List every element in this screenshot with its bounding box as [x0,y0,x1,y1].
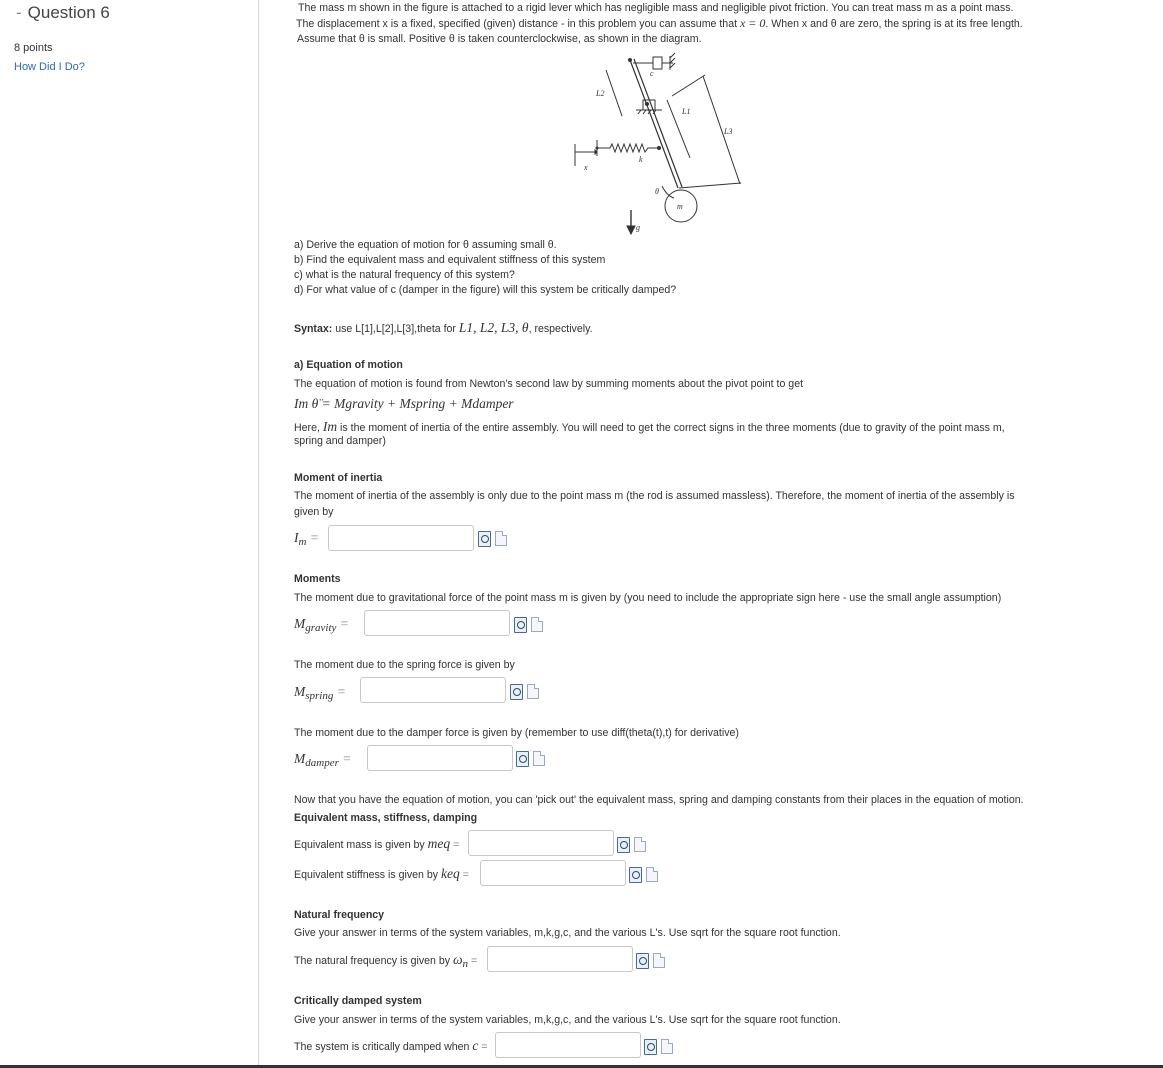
preview-icon[interactable] [629,867,642,883]
intro-math-x: x = 0 [739,16,766,30]
syntax-end: , respectively. [528,323,593,335]
keq-row: Equivalent stiffness is given by keq = [294,866,469,881]
part-b: b) Find the equivalent mass and equivalent stiffness of this system [294,254,606,266]
question-sidebar [0,0,258,1068]
preview-icon[interactable] [478,531,491,547]
moments-heading: Moments [294,573,341,585]
diagram-label-c: c [650,69,654,78]
diagram-label-l2: L2 [596,89,605,98]
cd-heading: Critically damped system [294,995,422,1007]
intro-line-2b: . When x and θ are zero, the spring is at its free length. [765,18,1023,30]
intro-line-2 [296,16,1023,33]
part-a: a) Derive the equation of motion for θ assuming small θ. [294,239,557,251]
now-text: Now that you have the equation of motion, you can 'pick out' the equivalent mass, spring and damping constants from their places in the equation of motion. [294,794,1024,806]
help-doc-icon[interactable] [653,953,665,968]
intro-line-1: The mass m shown in the figure is attached to a rigid lever which has negligible mass and negligible pivot friction. You can treat mass m as a point mass. [298,2,1014,14]
nf-heading: Natural frequency [294,909,385,921]
diagram-label-k: k [639,155,643,164]
intro-line-2a: The displacement x is a fixed, specified (given) distance - in this problem you can assume that [296,18,740,30]
nf-text: Give your answer in terms of the system variables, m,k,g,c, and the various L's. Use sqrt for the square root function. [294,927,841,939]
cd-text: Give your answer in terms of the system variables, m,k,g,c, and the various L's. Use sqrt for the square root function. [294,1014,841,1026]
im-input[interactable] [328,525,474,551]
lever-rod [630,60,678,188]
c-input[interactable] [495,1032,641,1058]
syntax-line [294,320,593,338]
help-doc-icon[interactable] [495,531,507,546]
mdamper-input[interactable] [367,745,513,771]
eom-here-c: spring and damper) [294,435,386,447]
help-doc-icon[interactable] [527,684,539,699]
damper-text: The moment due to the damper force is given by (remember to use diff(theta(t),t) for derivative) [294,727,739,739]
moi-text-2: given by [294,506,334,518]
collapse-icon[interactable]: - [16,3,22,22]
syntax-label: Syntax: [294,323,333,335]
preview-icon[interactable] [644,1039,657,1055]
cd-row: The system is critically damped when c = [294,1038,488,1053]
eom-here-math: Im [322,419,338,434]
eom-heading: a) Equation of motion [294,359,403,371]
mgravity-input[interactable] [364,610,510,636]
moi-text-1: The moment of inertia of the assembly is only due to the point mass m (the rod is assumed massless). Therefore, the moment of inertia of the assembly is [294,490,1015,502]
diagram-label-g: g [636,223,640,232]
intro-line-3: Assume that θ is small. Positive θ is taken counterclockwise, as shown in the diagram. [297,33,702,45]
diagram-label-m: m [677,202,683,211]
syntax-text: use L[1],L[2],L[3],theta for [332,323,459,335]
diagram-label-l3: L3 [724,127,733,136]
part-c: c) what is the natural frequency of this system? [294,269,515,281]
mdamper-label: $M_{damper}$ = [294,751,352,769]
preview-icon[interactable] [636,953,649,969]
diagram-label-l1: L1 [682,107,691,116]
sidebar-divider [258,0,259,1068]
help-doc-icon[interactable] [661,1039,673,1054]
part-d: d) For what value of c (damper in the figure) will this system be critically damped? [294,284,677,296]
help-doc-icon[interactable] [531,617,543,632]
preview-icon[interactable] [617,837,630,853]
spring-text: The moment due to the spring force is given by [294,659,515,671]
question-title[interactable] [16,3,110,23]
preview-icon[interactable] [514,617,527,633]
spring [597,144,660,152]
syntax-math: L1, L2, L3, θ [458,320,529,335]
eom-here [294,419,1005,437]
mspring-input[interactable] [360,677,506,703]
mgravity-label: $M_{gravity}$ = [294,616,349,634]
keq-input[interactable] [480,860,626,886]
question-title-text: Question 6 [27,3,110,22]
meq-row: Equivalent mass is given by meq = [294,836,460,851]
points-label: 8 points [14,42,53,54]
equiv-heading: Equivalent mass, stiffness, damping [294,812,478,824]
how-did-i-do-link[interactable]: How Did I Do? [14,61,85,73]
eom-equation: Im θ̈ = Mgravity + Mspring + Mdamper [294,396,514,411]
eom-here-a: Here, [294,422,323,434]
eom-here-b: is the moment of inertia of the entire assembly. You will need to get the correct signs in the three moments (due to gravity of the point mass m, [337,422,1005,434]
moi-heading: Moment of inertia [294,472,383,484]
wn-row: The natural frequency is given by $\omega_n$ = [294,952,478,971]
wn-input[interactable] [487,946,633,972]
help-doc-icon[interactable] [533,751,545,766]
gravity-text: The moment due to gravitational force of the point mass m is given by (you need to include the appropriate sign here - use the small angle assumption) [294,592,1002,604]
lever-diagram [570,48,760,238]
preview-icon[interactable] [516,751,529,767]
diagram-label-x: x [584,163,588,172]
meq-input[interactable] [468,830,614,856]
preview-icon[interactable] [510,684,523,700]
damper-cylinder [653,57,662,69]
mspring-label: $M_{spring}$ = [294,684,346,702]
diagram-label-theta: θ [655,187,659,196]
eom-text: The equation of motion is found from Newton's second law by summing moments about the pivot point to get [294,378,804,390]
im-label: $I_m$ = [294,530,319,548]
help-doc-icon[interactable] [646,867,658,882]
help-doc-icon[interactable] [634,837,646,852]
